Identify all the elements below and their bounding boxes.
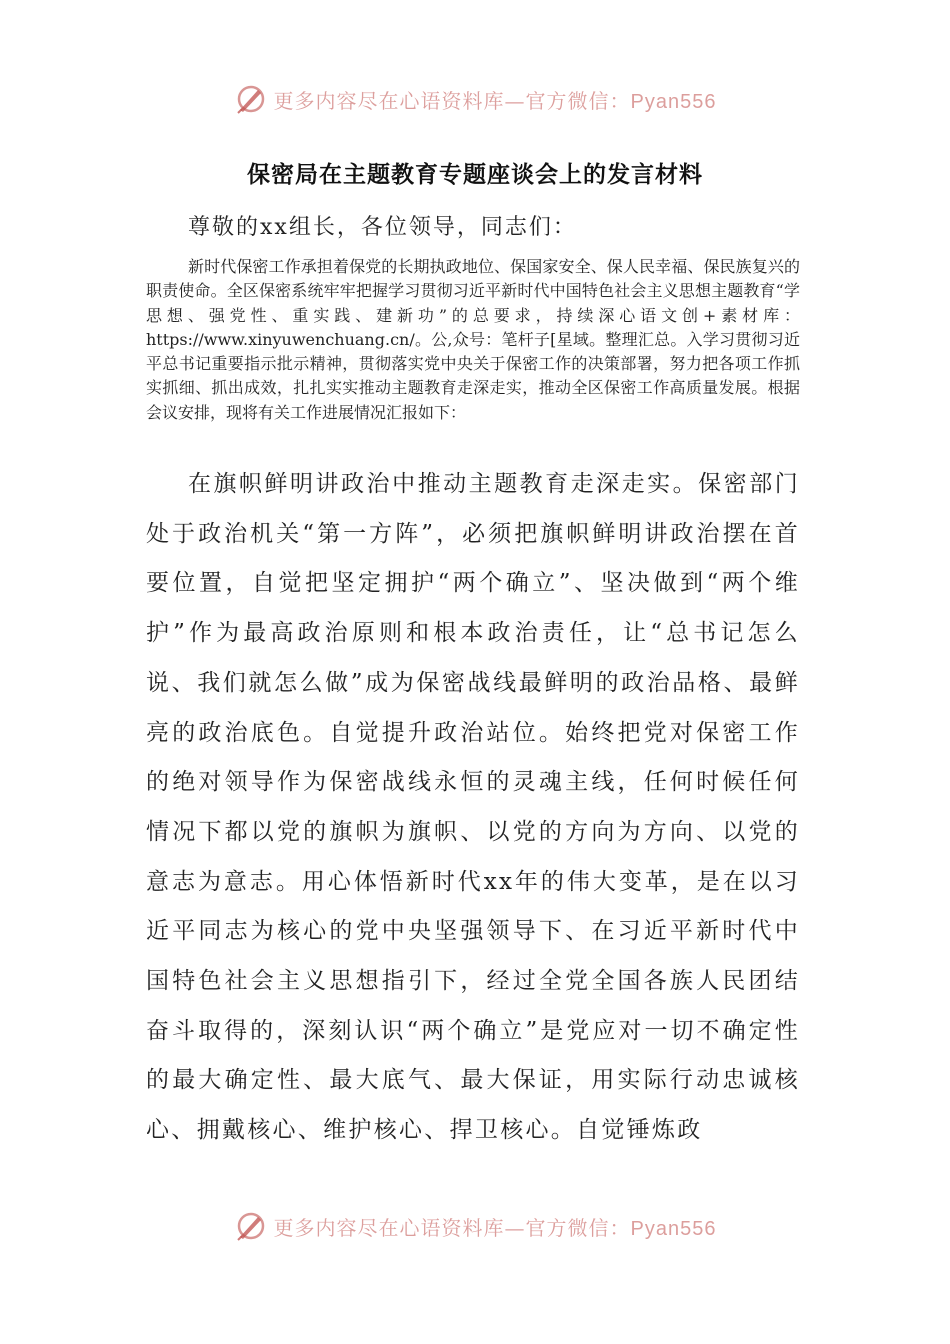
intro-paragraph: 新时代保密工作承担着保党的长期执政地位、保国家安全、保人民幸福、保民族复兴的职责使命。全区保密系统牢牢把握学习贯彻习近平新时代中国特色社会主义思想主题教育“学思想、强党性、重实践、建新功”的总要求，持续深心语文创+素材库：https://www.xinyuwenchuang.cn/。公,众号：笔杆子[星域。整理汇总。入学习贯彻习近平总书记重要指示批示精神，贯彻落实党中央关于保密工作的决策部署，努力把各项工作抓实抓细、抓出成效，扎扎实实推动主题教育走深走实，推动全区保密工作高质量发展。根据会议安排，现将有关工作进展情况汇报如下：	[146, 257, 800, 422]
watermark-text: 更多内容尽在心语资料库—官方微信：Pyan556	[273, 88, 717, 113]
wechat-id: Pyan556	[630, 1217, 717, 1240]
document-title: 保密局在主题教育专题座谈会上的发言材料	[247, 162, 703, 188]
salutation: 尊敬的xx组长，各位领导，同志们：	[188, 215, 577, 240]
wechat-id: Pyan556	[630, 90, 717, 113]
body-paragraph: 在旗帜鲜明讲政治中推动主题教育走深走实。保密部门处于政治机关“第一方阵”，必须把旗帜鲜明讲政治摆在首要位置，自觉把坚定拥护“两个确立”、坚决做到“两个维护”作为最高政治原则和根本政治责任，让“总书记怎么说、我们就怎么做”成为保密战线最鲜明的政治品格、最鲜亮的政治底色。自觉提升政治站位。始终把党对保密工作的绝对领导作为保密战线永恒的灵魂主线，任何时候任何情况下都以党的旗帜为旗帜、以党的方向为方向、以党的意志为意志。用心体悟新时代xx年的伟大变革，是在以习近平同志为核心的党中央坚强领导下、在习近平新时代中国特色社会主义思想指引下，经过全党全国各族人民团结奋斗取得的，深刻认识“两个确立”是党应对一切不确定性的最大确定性、最大底气、最大保证，用实际行动忠诚核心、拥戴核心、维护核心、捍卫核心。自觉锤炼政	[146, 471, 800, 1144]
watermark-text: 更多内容尽在心语资料库—官方微信：Pyan556	[273, 1215, 717, 1240]
pen-circle-logo-icon	[234, 1209, 268, 1243]
header-watermark	[0, 82, 950, 116]
pen-circle-logo-icon	[234, 82, 268, 116]
watermark-group	[234, 1209, 717, 1243]
watermark-group	[234, 82, 717, 116]
footer-watermark	[0, 1209, 950, 1243]
